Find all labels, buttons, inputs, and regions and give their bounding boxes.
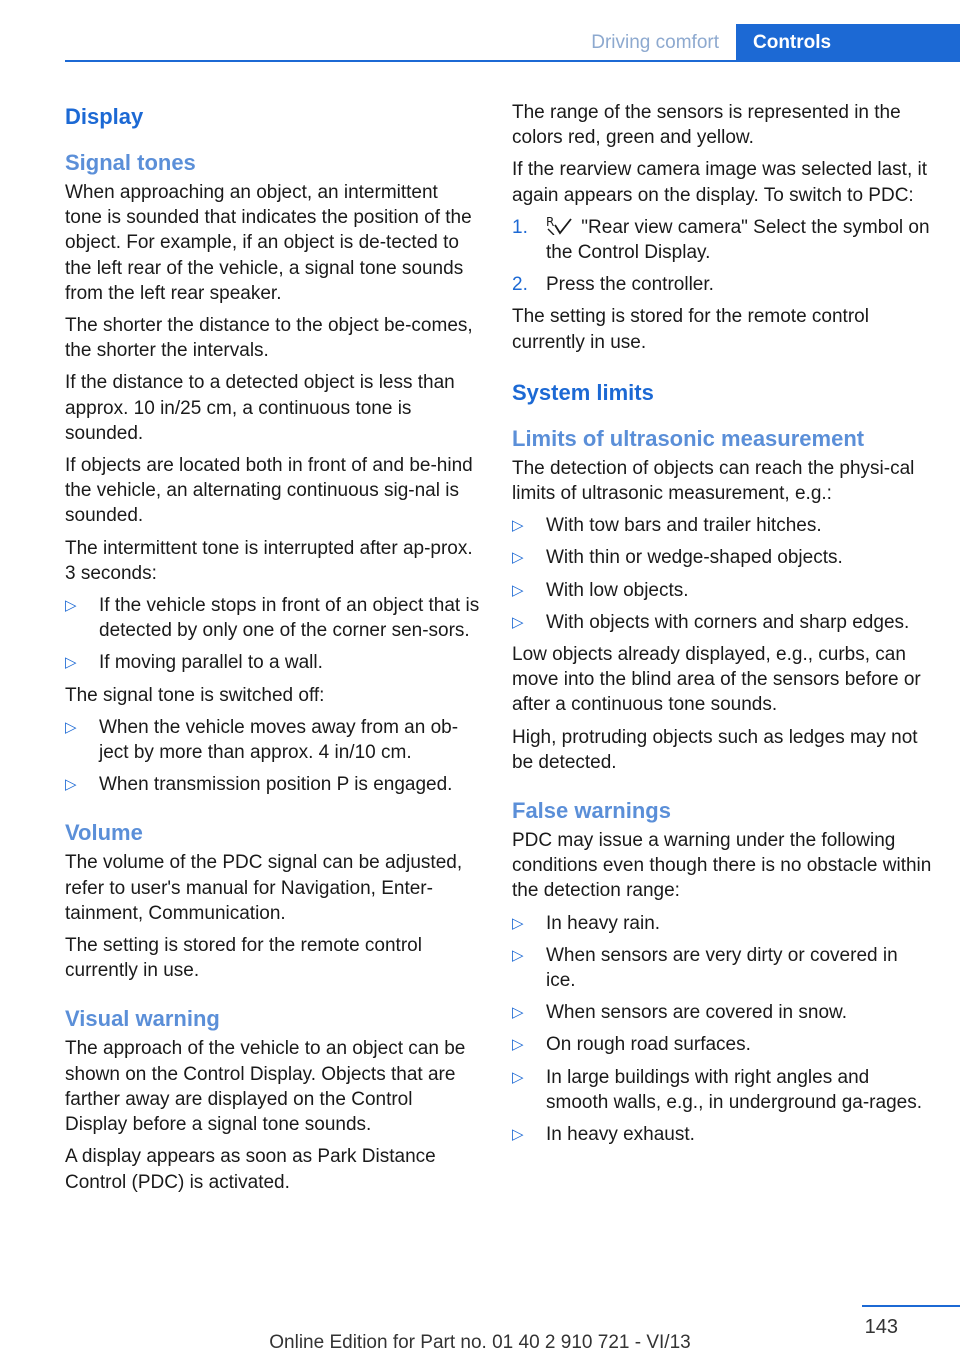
paragraph: The setting is stored for the remote control currently in use. <box>512 306 869 353</box>
list-item: ▷ In large buildings with right angles and smooth walls, e.g., in underground ga-rages. <box>512 1066 922 1113</box>
paragraph: PDC may issue a warning under the following conditions even though there is no obstacle within the detection range: <box>512 830 932 902</box>
step-number: 2. <box>512 274 528 296</box>
svg-text:R: R <box>546 214 555 229</box>
bullet-triangle-icon: ▷ <box>65 597 77 615</box>
false-warnings-heading: False warnings <box>512 798 671 824</box>
chapter-tab: Controls <box>736 24 960 62</box>
rear-view-camera-icon <box>546 215 572 235</box>
list-item: ▷ With objects with corners and sharp edges. <box>512 610 932 635</box>
paragraph: Low objects already displayed, e.g., curbs, can move into the blind area of the sensors before or after a continuous tone sounds. <box>512 644 921 716</box>
bullet-triangle-icon: ▷ <box>65 718 77 736</box>
bullet-triangle-icon: ▷ <box>512 613 524 631</box>
paragraph: The volume of the PDC signal can be adjusted, refer to user's manual for Navigation, Enter-tainment, Communication. <box>65 852 463 924</box>
bullet-triangle-icon: ▷ <box>65 654 77 672</box>
list-item: ▷ With tow bars and trailer hitches. <box>512 513 932 538</box>
list-item: ▷ In heavy exhaust. <box>512 1122 932 1147</box>
paragraph: The signal tone is switched off: <box>65 684 325 706</box>
paragraph: The shorter the distance to the object be-comes, the shorter the intervals. <box>65 315 473 362</box>
bullet-list <box>65 715 480 798</box>
section-title: Driving comfort <box>591 32 719 53</box>
footer-rule <box>862 1305 960 1307</box>
list-item: ▷ If moving parallel to a wall. <box>65 650 480 675</box>
visual-warning-heading: Visual warning <box>65 1006 220 1032</box>
bullet-triangle-icon: ▷ <box>512 914 524 932</box>
bullet-triangle-icon: ▷ <box>512 1036 524 1054</box>
bullet-list <box>512 911 932 1148</box>
list-item: 1. R "Rear view camera" Select the symbol on the Control Display. <box>512 214 930 264</box>
list-item: ▷ With thin or wedge-shaped objects. <box>512 545 932 570</box>
display-heading: Display <box>65 104 144 129</box>
paragraph: If objects are located both in front of and be-hind the vehicle, an alternating continuous sig-nal is sounded. <box>65 455 473 527</box>
paragraph: When approaching an object, an intermittent tone is sounded that indicates the position of the object. For example, if an object is de-tected to the left rear of the vehicle, a signal tone sounds from the left rear speaker. <box>65 182 472 304</box>
bullet-triangle-icon: ▷ <box>512 549 524 567</box>
paragraph: High, protruding objects such as ledges may not be detected. <box>512 726 918 773</box>
volume-heading: Volume <box>65 820 143 846</box>
paragraph: If the distance to a detected object is less than approx. 10 in/25 cm, a continuous tone is sounded. <box>65 372 455 444</box>
paragraph: The approach of the vehicle to an object can be shown on the Control Display. Objects that are farther away are displayed on the Control Display before a signal tone sounds. <box>65 1038 466 1136</box>
ultrasonic-heading: Limits of ultrasonic measurement <box>512 425 865 451</box>
list-item: 2. Press the controller. <box>512 272 932 297</box>
page-header <box>0 0 960 62</box>
paragraph: The setting is stored for the remote control currently in use. <box>65 935 422 982</box>
edition-footer: Online Edition for Part no. 01 40 2 910 721 - VI/13 <box>269 1332 691 1353</box>
list-item: ▷ When transmission position P is engaged. <box>65 772 480 797</box>
numbered-list <box>512 215 932 298</box>
paragraph: The range of the sensors is represented in the colors red, green and yellow. <box>512 102 901 149</box>
left-column <box>65 100 480 1202</box>
bullet-list <box>512 513 932 635</box>
list-item: ▷ When sensors are very dirty or covered in ice. <box>512 944 898 992</box>
system-limits-heading: System limits <box>512 379 654 405</box>
paragraph: The detection of objects can reach the physi-cal limits of ultrasonic measurement, e.g.: <box>512 457 915 505</box>
step-number: 1. <box>512 216 528 238</box>
list-item: ▷ With low objects. <box>512 578 932 603</box>
paragraph: A display appears as soon as Park Distance Control (PDC) is activated. <box>65 1146 436 1193</box>
bullet-list <box>65 593 480 676</box>
bullet-triangle-icon: ▷ <box>512 946 524 964</box>
bullet-triangle-icon: ▷ <box>512 1004 524 1022</box>
list-item: ▷ On rough road surfaces. <box>512 1032 932 1057</box>
paragraph: If the rearview camera image was selected last, it again appears on the display. To switch to PDC: <box>512 159 928 206</box>
right-column <box>512 100 932 1154</box>
bullet-triangle-icon: ▷ <box>512 1068 524 1086</box>
bullet-triangle-icon: ▷ <box>512 581 524 599</box>
page-number: 143 <box>864 1316 898 1338</box>
list-item: ▷ When sensors are covered in snow. <box>512 1000 932 1025</box>
bullet-triangle-icon: ▷ <box>512 1126 524 1144</box>
list-item: ▷ In heavy rain. <box>512 911 932 936</box>
bullet-triangle-icon: ▷ <box>65 776 77 794</box>
list-item: ▷ When the vehicle moves away from an ob-ject by more than approx. 4 in/10 cm. <box>65 716 459 764</box>
signal-tones-heading: Signal tones <box>65 150 196 175</box>
bullet-triangle-icon: ▷ <box>512 517 524 535</box>
header-rule <box>65 60 960 62</box>
list-item: ▷ If the vehicle stops in front of an object that is detected by only one of the corner sen-sors. <box>65 595 480 642</box>
paragraph: The intermittent tone is interrupted after ap-prox. 3 seconds: <box>65 537 473 584</box>
